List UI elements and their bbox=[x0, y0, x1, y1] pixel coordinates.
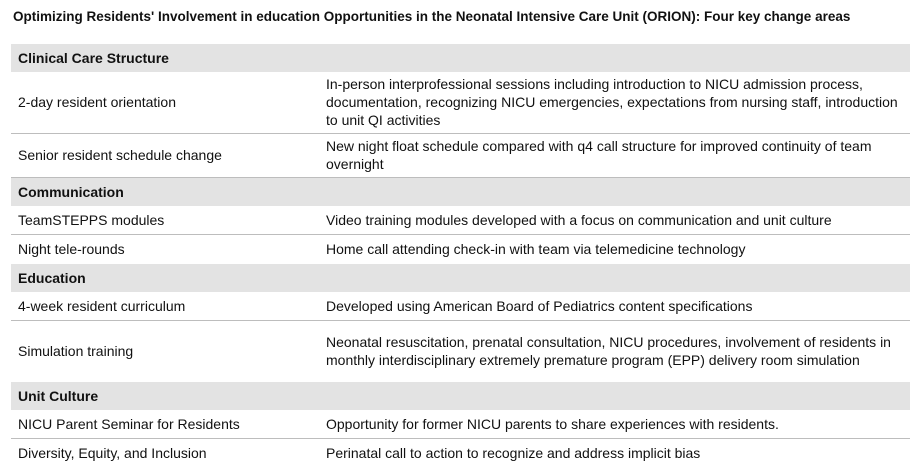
row-description: New night float schedule compared with q4 call structure for improved continuity of team overnight bbox=[320, 133, 910, 177]
row-item: Night tele-rounds bbox=[18, 241, 125, 258]
section-header-row bbox=[11, 177, 910, 206]
row-item: Senior resident schedule change bbox=[11, 133, 320, 177]
row-description: Video training modules developed with a focus on communication and unit culture bbox=[320, 206, 910, 235]
row-description: Developed using American Board of Pediatrics content specifications bbox=[320, 292, 910, 321]
row-description: Neonatal resuscitation, prenatal consultation, NICU procedures, involvement of residents in monthly interdisciplinary extremely premature program (EPP) delivery room simulation bbox=[326, 334, 891, 369]
row-item: 2-day resident orientation bbox=[11, 72, 320, 133]
section-header-row bbox=[11, 264, 910, 292]
section-header-row bbox=[11, 44, 910, 72]
table-row bbox=[11, 410, 910, 439]
row-description: Opportunity for former NICU parents to share experiences with residents. bbox=[320, 410, 910, 439]
table-row bbox=[11, 439, 910, 468]
section-header: Education bbox=[11, 264, 910, 292]
table-row bbox=[11, 321, 910, 382]
change-areas-table bbox=[11, 44, 910, 468]
table-row bbox=[11, 292, 910, 321]
row-description: In-person interprofessional sessions including introduction to NICU admission process, documentation, recognizing NICU emergencies, expectations from nursing staff, introduction to unit QI activities bbox=[320, 72, 910, 133]
row-item: TeamSTEPPS modules bbox=[11, 206, 320, 235]
row-description: Home call attending check-in with team via telemedicine technology bbox=[326, 241, 746, 258]
row-description: Perinatal call to action to recognize and address implicit bias bbox=[326, 445, 701, 462]
section-header: Communication bbox=[11, 177, 910, 206]
row-item: Diversity, Equity, and Inclusion bbox=[18, 445, 207, 462]
table-title: Optimizing Residents' Involvement in education Opportunities in the Neonatal Intensive Care Unit (ORION): Four key change areas bbox=[13, 9, 851, 24]
section-header: Unit Culture bbox=[11, 382, 910, 410]
row-item: NICU Parent Seminar for Residents bbox=[11, 410, 320, 439]
row-item: Simulation training bbox=[18, 343, 134, 360]
table-row bbox=[11, 206, 910, 235]
section-header: Clinical Care Structure bbox=[11, 44, 910, 72]
row-item: 4-week resident curriculum bbox=[11, 292, 320, 321]
table-row bbox=[11, 133, 910, 177]
section-header-row bbox=[11, 382, 910, 410]
table-row bbox=[11, 72, 910, 133]
table-row bbox=[11, 235, 910, 264]
